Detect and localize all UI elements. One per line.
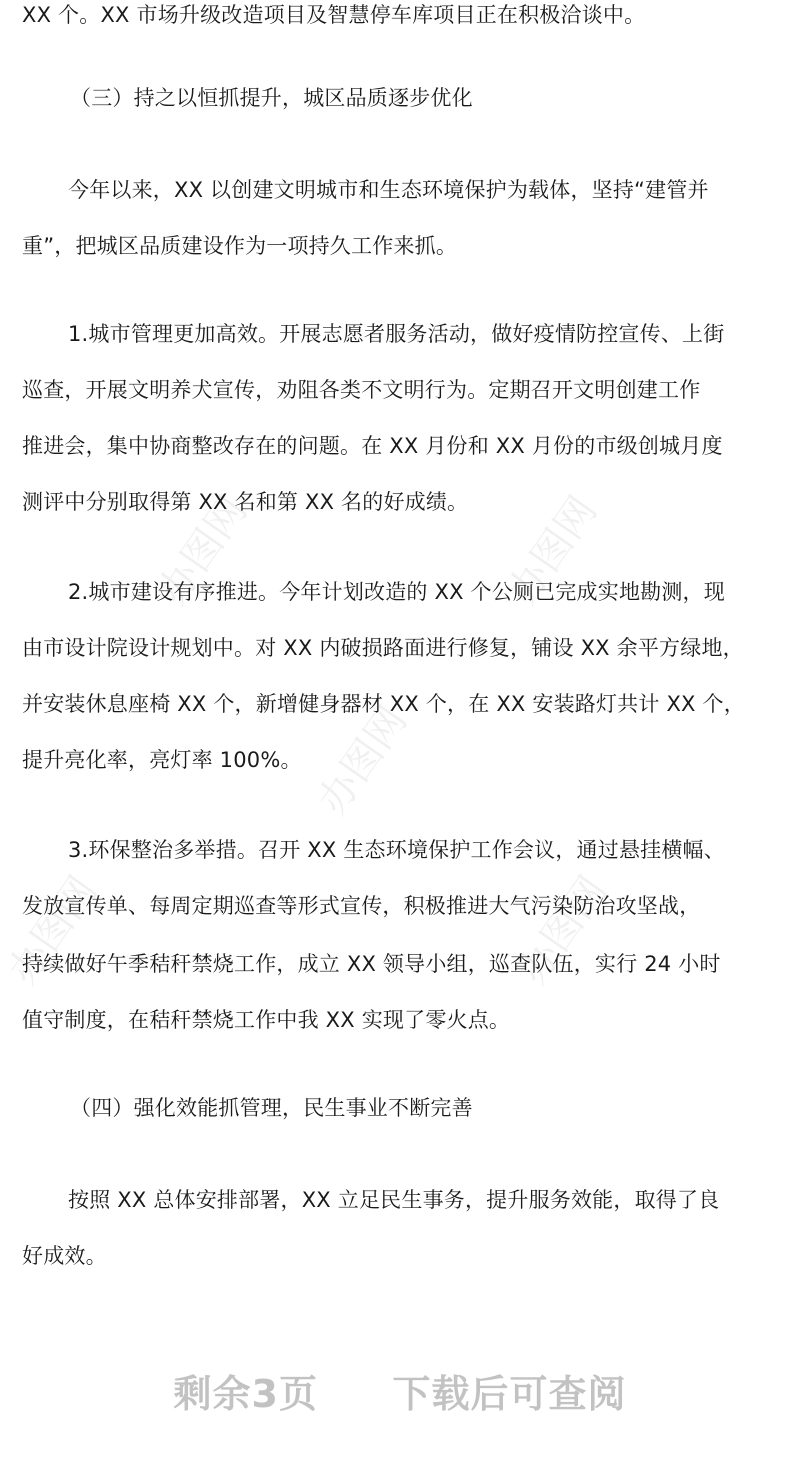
paragraph-line: 2.城市建设有序推进。今年计划改造的 XX 个公厕已完成实地勘测，现: [68, 580, 725, 604]
section-heading: （四）强化效能抓管理，民生事业不断完善: [70, 1096, 473, 1120]
download-prompt-banner[interactable]: [0, 1363, 800, 1418]
paragraph-line: 由市设计院设计规划中。对 XX 内破损路面进行修复，铺设 XX 余平方绿地，: [22, 636, 744, 660]
paragraph-line: 并安装休息座椅 XX 个，新增健身器材 XX 个，在 XX 安装路灯共计 XX 个，: [22, 692, 745, 716]
section-heading: （三）持之以恒抓提升，城区品质逐步优化: [70, 86, 473, 110]
paragraph-line: 好成效。: [22, 1244, 107, 1268]
paragraph-line: 发放宣传单、每周定期巡查等形式宣传，积极推进大气污染防治攻坚战，: [22, 894, 701, 918]
watermark: 办图网: [309, 698, 417, 823]
download-to-view-label: 下载后可查阅: [392, 1372, 627, 1416]
watermark: 办图网: [0, 868, 107, 993]
body-text-line: XX 个。XX 市场升级改造项目及智慧停车库项目正在积极洽谈中。: [22, 3, 646, 27]
paragraph-line: 今年以来，XX 以创建文明城市和生态环境保护为载体，坚持“建管并: [68, 178, 709, 202]
paragraph-line: 按照 XX 总体安排部署，XX 立足民生事务，提升服务效能，取得了良: [68, 1188, 720, 1212]
paragraph-line: 3.环保整治多举措。召开 XX 生态环境保护工作会议，通过悬挂横幅、: [68, 838, 725, 862]
watermark: 办图网: [499, 488, 607, 613]
watermark: 办图网: [149, 488, 257, 613]
paragraph-line: 重”，把城区品质建设作为一项持久工作来抓。: [22, 234, 458, 258]
remaining-pages-label: 剩余3页: [173, 1372, 318, 1416]
paragraph-line: 测评中分别取得第 XX 名和第 XX 名的好成绩。: [22, 490, 469, 514]
paragraph-line: 提升亮化率，亮灯率 100%。: [22, 748, 302, 772]
paragraph-line: 持续做好午季秸秆禁烧工作，成立 XX 领导小组，巡查队伍，实行 24 小时: [22, 952, 721, 976]
paragraph-line: 1.城市管理更加高效。开展志愿者服务活动，做好疫情防控宣传、上街: [68, 322, 725, 346]
paragraph-line: 值守制度，在秸秆禁烧工作中我 XX 实现了零火点。: [22, 1008, 511, 1032]
paragraph-line: 推进会，集中协商整改存在的问题。在 XX 月份和 XX 月份的市级创城月度: [22, 434, 723, 458]
watermark: 办图网: [509, 868, 617, 993]
paragraph-line: 巡查，开展文明养犬宣传，劝阻各类不文明行为。定期召开文明创建工作: [22, 378, 701, 402]
